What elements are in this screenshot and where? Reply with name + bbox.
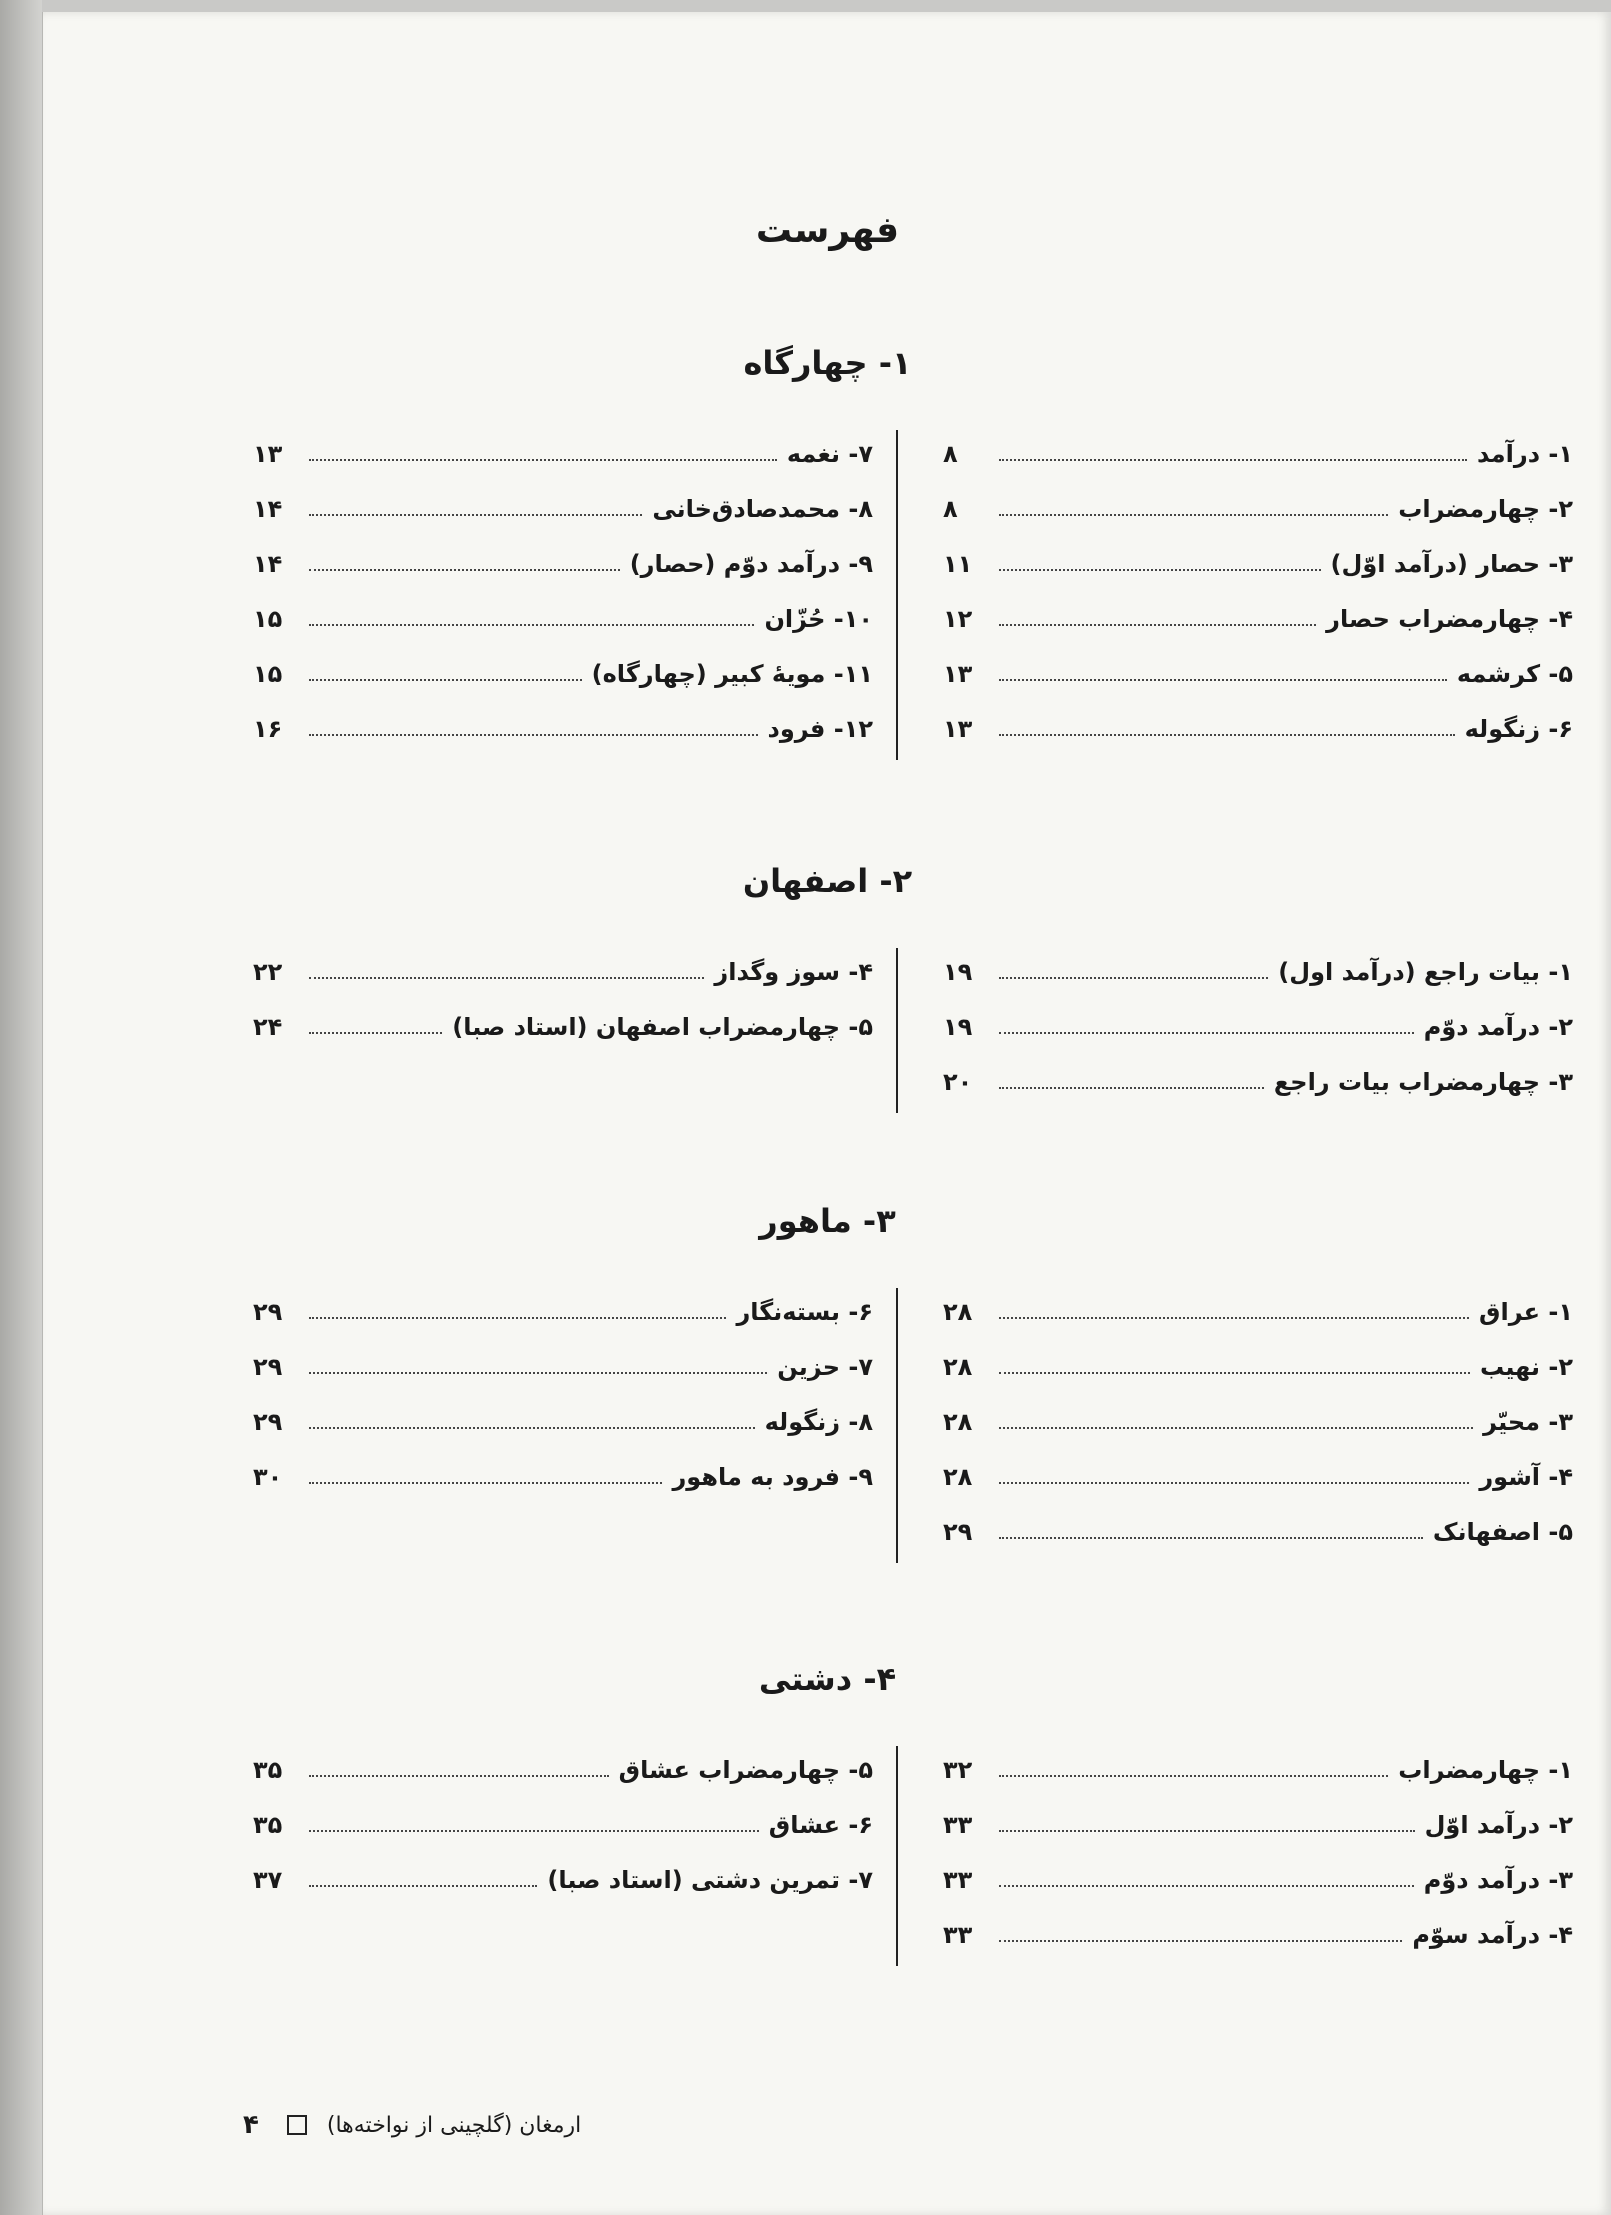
toc-entry-page: ۱۲ [943,605,973,633]
toc-entry[interactable] [253,654,873,694]
toc-entry-label: ۳- محیّر [1483,1408,1573,1436]
square-ornament-icon [287,2115,307,2135]
toc-entry-label: ۳- درآمد دوّم [1423,1866,1573,1894]
toc-entry-label: ۶- عشاق [768,1811,873,1839]
toc-entry-page: ۲۹ [943,1518,973,1546]
dot-leader [999,624,1316,626]
toc-entry-label: ۲- چهارمضراب [1398,495,1573,523]
toc-entry[interactable] [253,489,873,529]
toc-entry-label: ۱- بیات راجع (درآمد اول) [1278,958,1573,986]
toc-entry-page: ۳۳ [943,1921,973,1949]
dot-leader [999,1372,1470,1374]
toc-entry-label: ۱۲- فرود [767,715,873,743]
toc-entry-label: ۱۰- حُزّان [764,605,873,633]
dot-leader [999,1775,1388,1777]
toc-entry-page: ۱۴ [253,550,283,578]
toc-entry-label: ۲- درآمد اوّل [1424,1811,1573,1839]
toc-entry-page: ۱۶ [253,715,283,743]
toc-entry[interactable] [253,434,873,474]
toc-entry[interactable] [943,709,1573,749]
toc-entry[interactable] [253,952,873,992]
toc-entry-label: ۶- زنگوله [1464,715,1573,743]
toc-entry-page: ۲۸ [943,1408,973,1436]
toc-entry-label: ۵- چهارمضراب اصفهان (استاد صبا) [452,1013,873,1041]
page-footer [243,2110,581,2140]
toc-entry-label: ۵- چهارمضراب عشاق [618,1756,873,1784]
toc-entry[interactable] [253,1007,873,1047]
toc-entry-page: ۳۵ [253,1756,283,1784]
toc-entry[interactable] [253,1457,873,1497]
toc-entry-page: ۱۳ [943,715,973,743]
dot-leader [309,459,777,461]
toc-entry-page: ۱۳ [943,660,973,688]
toc-entry-page: ۱۱ [943,550,973,578]
dot-leader [999,1537,1423,1539]
toc-entry-label: ۵- اصفهانک [1432,1518,1573,1546]
toc-entry-label: ۷- حزین [777,1353,873,1381]
dot-leader [999,1885,1414,1887]
toc-entry-label: ۹- درآمد دوّم (حصار) [629,550,873,578]
dot-leader [999,1032,1414,1034]
toc-entry-page: ۳۷ [253,1866,283,1894]
toc-entry-page: ۲۸ [943,1353,973,1381]
toc-entry-label: ۴- درآمد سوّم [1412,1921,1573,1949]
toc-entry[interactable] [253,1805,873,1845]
page-title: فهرست [755,210,900,251]
toc-entry-page: ۲۹ [253,1408,283,1436]
toc-entry-label: ۷- نغمه [786,440,873,468]
toc-entry[interactable] [943,1750,1573,1790]
document-page [42,12,1611,2215]
dot-leader [309,624,754,626]
toc-entry-label: ۸- محمدصادق‌خانی [652,495,873,523]
dot-leader [309,1830,759,1832]
toc-entry-page: ۳۳ [943,1811,973,1839]
toc-entry[interactable] [943,1007,1573,1047]
toc-entry[interactable] [253,1347,873,1387]
column-divider [896,430,898,760]
toc-entry-page: ۲۸ [943,1463,973,1491]
toc-entry-label: ۸- زنگوله [764,1408,873,1436]
dot-leader [309,977,704,979]
toc-entry-page: ۱۵ [253,605,283,633]
toc-entry[interactable] [943,599,1573,639]
toc-entry-label: ۱۱- مویهٔ کبیر (چهارگاه) [591,660,873,688]
dot-leader [309,514,642,516]
toc-entry-page: ۸ [943,440,958,468]
toc-entry[interactable] [943,1915,1573,1955]
dot-leader [999,569,1321,571]
toc-entry[interactable] [943,434,1573,474]
toc-entry-label: ۴- چهارمضراب حصار [1326,605,1573,633]
toc-entry[interactable] [253,599,873,639]
toc-entry[interactable] [253,544,873,584]
toc-entry-page: ۲۸ [943,1298,973,1326]
toc-entry[interactable] [943,1347,1573,1387]
toc-entry-label: ۲- نهیب [1479,1353,1573,1381]
dot-leader [999,1940,1402,1942]
toc-entry[interactable] [943,489,1573,529]
toc-entry-page: ۲۹ [253,1298,283,1326]
dot-leader [309,1775,609,1777]
toc-entry-label: ۲- درآمد دوّم [1423,1013,1573,1041]
page-edge-shadow [0,0,42,2215]
toc-entry-page: ۲۲ [253,958,283,986]
toc-entry-page: ۸ [943,495,958,523]
dot-leader [309,1482,662,1484]
toc-entry-label: ۱- عراق [1479,1298,1573,1326]
toc-entry[interactable] [943,1062,1573,1102]
toc-entry-page: ۱۴ [253,495,283,523]
dot-leader [309,1427,755,1429]
toc-entry-page: ۱۳ [253,440,283,468]
section-heading: ۲- اصفهان [742,862,913,900]
toc-entry[interactable] [943,544,1573,584]
toc-entry[interactable] [253,1860,873,1900]
toc-entry-page: ۲۴ [253,1013,283,1041]
column-divider [896,1288,898,1563]
section-heading: ۴- دشتی [758,1660,897,1698]
dot-leader [999,459,1467,461]
toc-entry-label: ۹- فرود به ماهور [672,1463,873,1491]
toc-entry-label: ۴- آشور [1479,1463,1573,1491]
toc-entry[interactable] [253,1750,873,1790]
toc-entry-label: ۱- چهارمضراب [1398,1756,1573,1784]
dot-leader [309,1885,537,1887]
dot-leader [999,1482,1469,1484]
toc-entry[interactable] [253,1402,873,1442]
footer-book-title: ارمغان (گلچینی از نواخته‌ها) [326,2112,582,2138]
toc-entry-label: ۵- کرشمه [1456,660,1573,688]
toc-entry-page: ۲۰ [943,1068,973,1096]
dot-leader [999,514,1388,516]
toc-entry[interactable] [253,1292,873,1332]
toc-entry-page: ۳۳ [943,1866,973,1894]
toc-entry[interactable] [943,952,1573,992]
toc-entry-label: ۶- بسته‌نگار [736,1298,873,1326]
toc-entry-page: ۳۵ [253,1811,283,1839]
toc-entry[interactable] [943,1457,1573,1497]
dot-leader [999,1087,1264,1089]
dot-leader [999,679,1447,681]
toc-entry[interactable] [943,1512,1573,1552]
toc-entry-page: ۱۹ [943,1013,973,1041]
toc-entry-label: ۴- سوز وگداز [714,958,873,986]
toc-entry[interactable] [943,1860,1573,1900]
dot-leader [309,569,620,571]
dot-leader [999,734,1455,736]
toc-entry[interactable] [253,709,873,749]
dot-leader [309,1372,767,1374]
toc-entry-page: ۱۹ [943,958,973,986]
toc-entry-page: ۳۲ [943,1756,973,1784]
section-heading: ۳- ماهور [759,1202,896,1240]
toc-entry-page: ۲۹ [253,1353,283,1381]
toc-entry[interactable] [943,1292,1573,1332]
dot-leader [999,1317,1469,1319]
toc-entry[interactable] [943,654,1573,694]
column-divider [896,948,898,1113]
dot-leader [309,679,582,681]
toc-entry-label: ۱- درآمد [1476,440,1573,468]
section-heading: ۱- چهارگاه [743,344,912,382]
toc-entry[interactable] [943,1402,1573,1442]
toc-entry[interactable] [943,1805,1573,1845]
dot-leader [999,1830,1415,1832]
toc-entry-page: ۱۵ [253,660,283,688]
dot-leader [999,977,1268,979]
toc-entry-label: ۷- تمرین دشتی (استاد صبا) [547,1866,873,1894]
footer-page-number: ۴ [243,2110,259,2140]
toc-entry-label: ۳- حصار (درآمد اوّل) [1330,550,1573,578]
dot-leader [309,734,758,736]
dot-leader [309,1317,726,1319]
toc-entry-label: ۳- چهارمضراب بیات راجع [1273,1068,1573,1096]
toc-entry-page: ۳۰ [253,1463,283,1491]
dot-leader [309,1032,442,1034]
column-divider [896,1746,898,1966]
dot-leader [999,1427,1473,1429]
